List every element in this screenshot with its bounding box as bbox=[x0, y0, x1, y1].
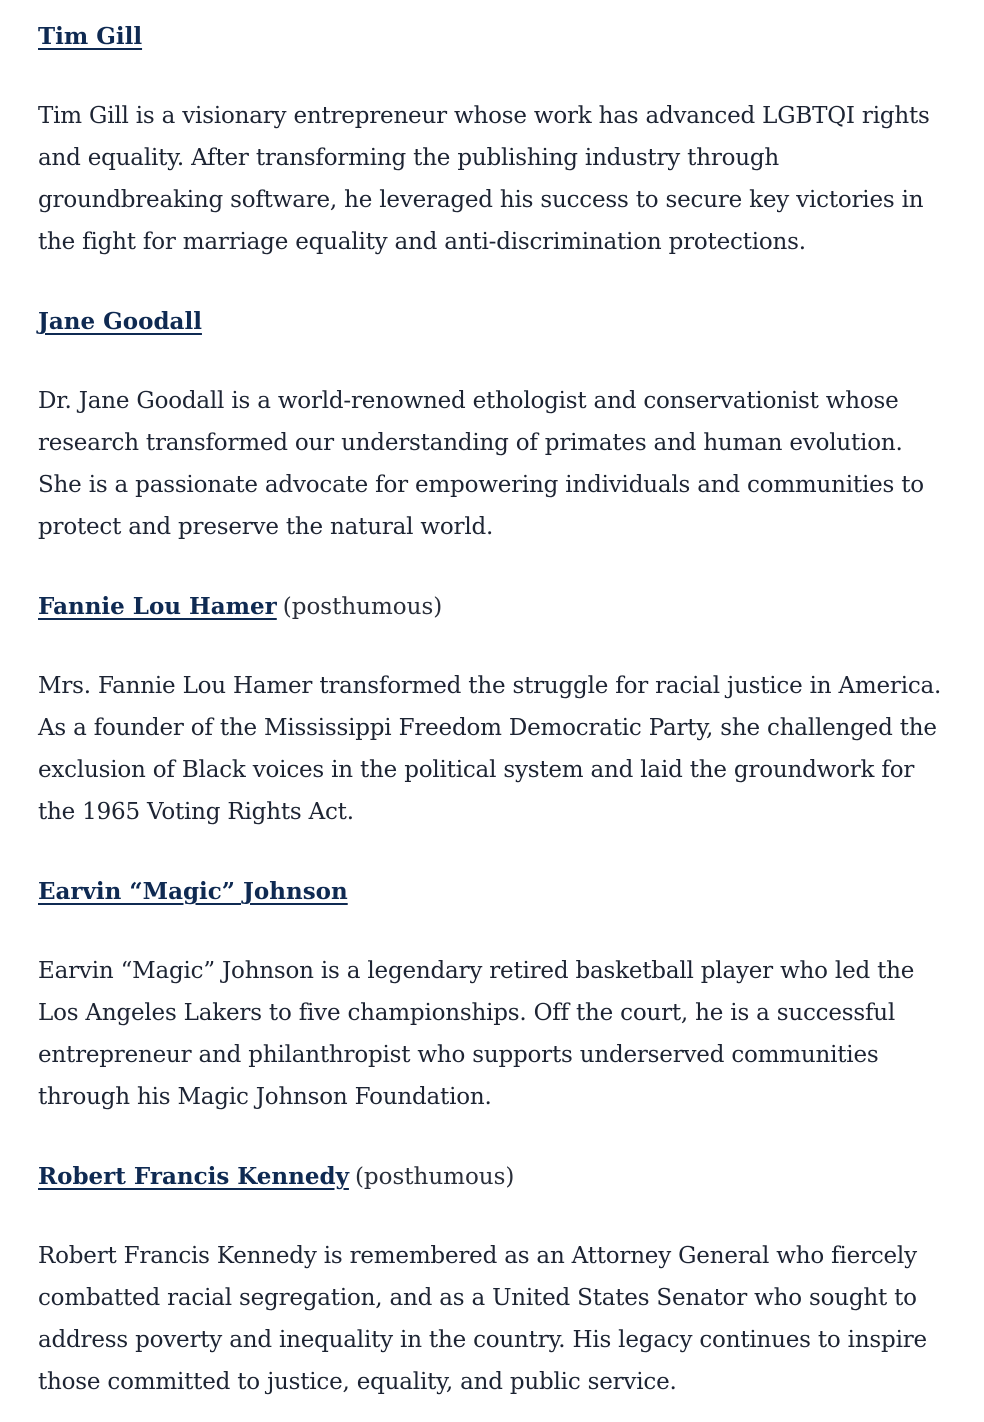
description-line: Dr. Jane Goodall is a world-renowned ethologist and conservationist whose bbox=[38, 388, 899, 414]
description-line: groundbreaking software, he leveraged his success to secure key victories in bbox=[38, 187, 924, 213]
honoree-name-link[interactable]: Robert Francis Kennedy bbox=[38, 1163, 349, 1190]
description-line: As a founder of the Mississippi Freedom Democratic Party, she challenged the bbox=[38, 715, 937, 741]
honoree-description bbox=[38, 665, 968, 833]
posthumous-note: (posthumous) bbox=[354, 1164, 515, 1190]
description-line: address poverty and inequality in the country. His legacy continues to inspire bbox=[38, 1327, 927, 1353]
description-line: through his Magic Johnson Foundation. bbox=[38, 1084, 492, 1110]
description-line: Earvin “Magic” Johnson is a legendary retired basketball player who led the bbox=[38, 958, 915, 984]
description-line: protect and preserve the natural world. bbox=[38, 514, 494, 540]
honoree-heading bbox=[38, 1162, 514, 1192]
description-line: She is a passionate advocate for empowering individuals and communities to bbox=[38, 472, 924, 498]
description-line: and equality. After transforming the publishing industry through bbox=[38, 145, 780, 171]
honoree-description bbox=[38, 380, 968, 548]
honoree-heading bbox=[38, 592, 442, 622]
description-line: the 1965 Voting Rights Act. bbox=[38, 799, 354, 825]
honoree-description bbox=[38, 950, 968, 1118]
honoree-name-link[interactable]: Tim Gill bbox=[38, 23, 143, 50]
description-line: Mrs. Fannie Lou Hamer transformed the struggle for racial justice in America. bbox=[38, 673, 942, 699]
honoree-description bbox=[38, 1235, 968, 1403]
description-line: Tim Gill is a visionary entrepreneur whose work has advanced LGBTQI rights bbox=[38, 103, 930, 129]
description-line: Robert Francis Kennedy is remembered as an Attorney General who fiercely bbox=[38, 1243, 917, 1269]
description-line: entrepreneur and philanthropist who supports underserved communities bbox=[38, 1042, 879, 1068]
honoree-name-link[interactable]: Jane Goodall bbox=[38, 308, 202, 335]
description-line: the fight for marriage equality and anti-discrimination protections. bbox=[38, 229, 806, 255]
posthumous-note: (posthumous) bbox=[282, 594, 443, 620]
honoree-name-link[interactable]: Fannie Lou Hamer bbox=[38, 593, 277, 620]
description-line: combatted racial segregation, and as a United States Senator who sought to bbox=[38, 1285, 917, 1311]
honoree-heading bbox=[38, 22, 142, 52]
honoree-heading bbox=[38, 307, 202, 337]
honoree-name-link[interactable]: Earvin “Magic” Johnson bbox=[38, 878, 348, 905]
honoree-description bbox=[38, 95, 968, 263]
description-line: those committed to justice, equality, and public service. bbox=[38, 1369, 677, 1395]
description-line: exclusion of Black voices in the political system and laid the groundwork for bbox=[38, 757, 915, 783]
description-line: Los Angeles Lakers to five championships. Off the court, he is a successful bbox=[38, 1000, 896, 1026]
description-line: research transformed our understanding of primates and human evolution. bbox=[38, 430, 903, 456]
honoree-heading bbox=[38, 877, 348, 907]
